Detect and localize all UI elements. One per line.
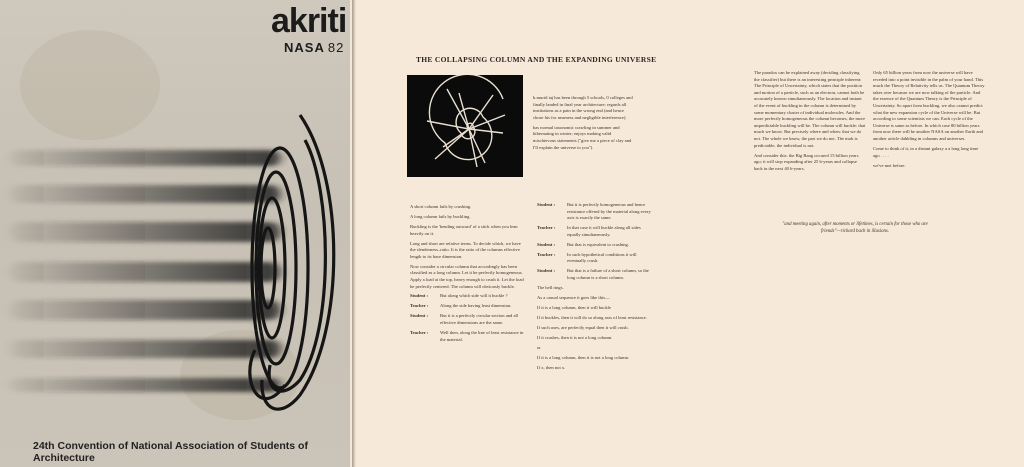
dialogue-line bbox=[410, 313, 526, 326]
article-title: THE COLLAPSING COLUMN AND THE EXPANDING UNIVERSE bbox=[416, 55, 657, 64]
body-paragraph: If such axes, are perfectly equal then it will crush. bbox=[537, 324, 629, 330]
speaker: Student : bbox=[537, 202, 555, 207]
speaker: Student : bbox=[410, 313, 428, 319]
page-fold bbox=[352, 0, 356, 467]
body-paragraph: Buckling is the 'bending outward' of a stick when you lean heavily on it. bbox=[410, 223, 518, 236]
dialogue-line bbox=[410, 330, 526, 343]
body-paragraph: or bbox=[537, 344, 541, 350]
nautilus-shell-icon bbox=[407, 75, 523, 177]
dialogue-line bbox=[537, 242, 653, 249]
body-paragraph: we've met before. bbox=[873, 162, 906, 168]
dialogue-line bbox=[537, 225, 653, 238]
body-paragraph: If it crushes, then it is not a long column. bbox=[537, 334, 613, 340]
dialogue-text: But that is equivalent to crushing. bbox=[567, 241, 630, 247]
dialogue-text: In that case it will buckle along all sides equally simultaneously. bbox=[567, 225, 641, 237]
speaker: Student : bbox=[410, 293, 428, 299]
dialogue-text: Along the side having least dimension. bbox=[440, 303, 512, 309]
dialogue-line bbox=[537, 268, 653, 281]
body-paragraph: If it is a long column, then it will buckle bbox=[537, 304, 611, 310]
body-paragraph: If it buckles, then it will do so along axis of least resistance. bbox=[537, 314, 647, 320]
cover-title: akriti bbox=[271, 2, 347, 40]
dialogue-text: But along which side will it buckle ? bbox=[440, 293, 508, 299]
speaker: Teacher : bbox=[410, 330, 429, 336]
author-intro bbox=[533, 95, 633, 155]
speaker: Teacher : bbox=[410, 303, 429, 309]
column-4 bbox=[873, 70, 985, 172]
magazine-cover bbox=[0, 0, 350, 467]
dialogue-line bbox=[537, 252, 653, 265]
speaker: Teacher : bbox=[537, 251, 556, 257]
body-paragraph: A long column fails by buckling. bbox=[410, 213, 471, 219]
dialogue-text: Well then, along the line of least resistance in the material. bbox=[440, 330, 524, 342]
closing-quote: "and meeting again, after moments or lifetimes, is certain for those who are friends"—richard bach in illusions. bbox=[782, 222, 928, 234]
dialogue-text: In such hypothetical conditions it will eventually crush. bbox=[567, 251, 637, 264]
cover-subtitle-word: NASA bbox=[284, 40, 325, 55]
body-paragraph: As a casual sequence it goes like this— bbox=[537, 294, 610, 300]
column-2 bbox=[537, 202, 653, 375]
dialogue-line bbox=[537, 202, 653, 222]
dialogue-text: But it is a perfectly circular section and all effective dimensions are the same. bbox=[440, 313, 519, 326]
cover-subtitle-year: 82 bbox=[327, 40, 345, 55]
cover-footer: 24th Convention of National Association of Students of Architecture bbox=[33, 440, 308, 464]
body-paragraph: The bell rings. bbox=[537, 284, 564, 290]
speaker: Student : bbox=[537, 241, 555, 247]
body-paragraph: If x, then not x. bbox=[537, 364, 566, 370]
speaker: Teacher : bbox=[537, 225, 556, 231]
body-paragraph: Come to think of it, in a distant galaxy a a long long time ago . . . . bbox=[873, 145, 979, 158]
body-paragraph: Now consider a circular column that accordingly has been classified as a long column. Let it be perfectly homogeneous. Apply a load at the top, heavy enough to crush it. Let the load be perfectly centered. The column will obviously buckle. bbox=[410, 263, 524, 289]
body-paragraph: Only 65 billion years from now the universe will have receded into a point invisible in the palm of your hand. This much the Theory of Relativity tells us. The Quantum Theory takes over because we are now talking of the particle. And the essence of the Quantum Theory is the Principle of Uncertainty. So apart from buckling, we also cannot predict what the new expansion cycle of the Universe will be. But according to some scientists we can. Each cycle of the Universe is same as before. In which case 80 billion years from now there will be another NASA on another Earth and another article dabbling in columns and universes. bbox=[873, 70, 985, 141]
body-paragraph: Long and short are relative terms. To decide which, we have the slenderness–ratio. It is the ratio of the columns effective length to its base dimension. bbox=[410, 240, 521, 259]
intro-paragraph: h.murid taj has been through 5 schools, 0 colleges and finally landed in final year architecture; regards all institutions as a pain in the wrong end (and hence chose his for nearness and negligible interference). bbox=[533, 95, 633, 120]
blurred-spiral-coil-icon bbox=[0, 0, 350, 467]
body-paragraph: And consider this: the Big Bang occured 15 billion years ago; it will stop expanding after 25 b-years and collapse back in the next 40 b-years. bbox=[754, 152, 859, 171]
dialogue-line bbox=[410, 293, 526, 300]
dialogue-line bbox=[410, 303, 526, 310]
body-paragraph: A short column fails by crushing. bbox=[410, 204, 472, 209]
body-paragraph: The paradox can be explained away (deciding classifying the classifier) but there is an interesting principle inherent: The Principle of Uncertainty, which states that the position and motion of a particle, such as an electron, cannot both be accurately known simultaneously. The location and instant of the event of buckling in the column is determined by some momentary cluster of individual molecules. And the more perfectly homogeneous the column becomes, the more unpredictable buckling will be. The column will buckle: that much we know. But precisely where and when: that we do not. The whole we know, the part we do not. The mob is predictable, the individual is not. bbox=[754, 70, 866, 148]
dialogue-text: But it is perfectly homogeneous and hence resistance offered by the material along every axis is exactly the same. bbox=[567, 202, 651, 221]
dialogue-text: But that is a failure of a short column, so the long column is a short column. bbox=[567, 268, 649, 280]
column-1 bbox=[410, 204, 526, 347]
body-paragraph: If it is a long column, then it is not a long column. bbox=[537, 354, 630, 360]
nautilus-shell-drawing bbox=[407, 75, 523, 177]
intro-paragraph: has normal taxonomic crawling in summer and hibernating in winter; enjoys making valid mischievous statements ("give me a piece of clay and I'll explain the universe to you"). bbox=[533, 124, 632, 150]
speaker: Student : bbox=[537, 268, 555, 274]
column-3 bbox=[754, 70, 866, 176]
